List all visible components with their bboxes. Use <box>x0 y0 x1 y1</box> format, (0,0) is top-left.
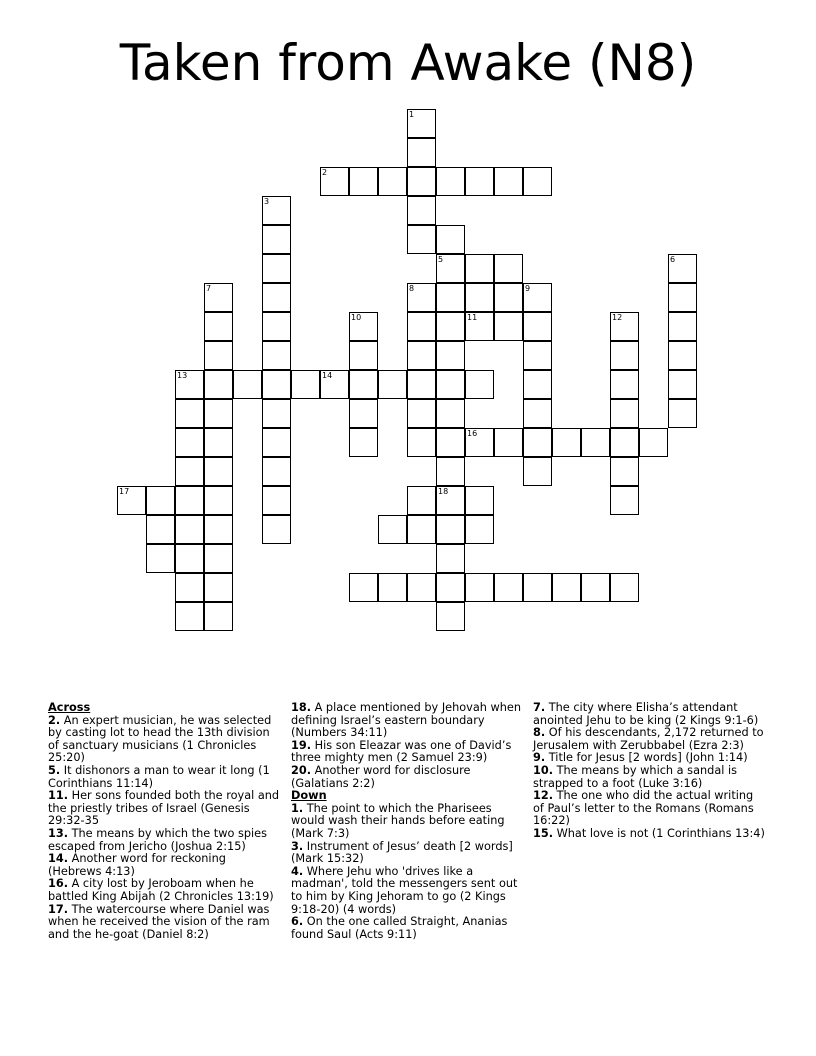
grid-cell[interactable] <box>349 370 378 399</box>
clue-text: On the one called Straight, Ananias found Saul (Acts 9:11) <box>291 915 508 941</box>
grid-cell[interactable] <box>610 486 639 515</box>
grid-cell[interactable] <box>610 399 639 428</box>
grid-cell[interactable] <box>175 602 204 631</box>
grid-cell[interactable] <box>407 225 436 254</box>
grid-cell[interactable] <box>436 283 465 312</box>
clue-text: Another word for reckoning (Hebrews 4:13) <box>48 852 226 878</box>
grid-cell[interactable] <box>581 573 610 602</box>
grid-cell[interactable] <box>523 573 552 602</box>
grid-cell[interactable] <box>349 428 378 457</box>
grid-cell[interactable] <box>581 428 610 457</box>
grid-cell[interactable] <box>204 573 233 602</box>
clue-number-label: 8 <box>409 284 415 293</box>
grid-cell[interactable] <box>436 602 465 631</box>
grid-cell[interactable] <box>523 341 552 370</box>
grid-cell[interactable] <box>436 167 465 196</box>
grid-cell[interactable] <box>436 515 465 544</box>
clue-number: 12. <box>533 789 554 803</box>
grid-cell[interactable] <box>494 428 523 457</box>
across-clue <box>291 702 523 740</box>
clue-text: Instrument of Jesus’ death [2 words] (Mark 15:32) <box>291 839 513 866</box>
grid-cell[interactable] <box>494 312 523 341</box>
grid-cell[interactable] <box>378 167 407 196</box>
clue-number-label: 17 <box>119 487 130 496</box>
grid-cell[interactable] <box>175 486 204 515</box>
clue-number-label: 9 <box>525 284 531 293</box>
grid-cell[interactable] <box>407 167 436 196</box>
grid-cell[interactable] <box>436 225 465 254</box>
down-clue <box>533 828 765 841</box>
grid-cell[interactable] <box>175 515 204 544</box>
clue-text: His son Eleazar was one of David’s three mighty men (2 Samuel 23:9) <box>291 738 512 765</box>
clue-text: A place mentioned by Jehovah when defining Israel’s eastern boundary (Numbers 34:11) <box>291 701 522 740</box>
clue-number: 16. <box>48 877 69 891</box>
grid-cell[interactable] <box>407 370 436 399</box>
page-title: Taken from Awake (N8) <box>119 34 697 92</box>
clue-text: The watercourse where Daniel was when he received the vision of the ram and the he-goat (Daniel 8:2) <box>48 902 270 941</box>
grid-cell[interactable] <box>291 370 320 399</box>
grid-cell[interactable] <box>465 370 494 399</box>
grid-cell[interactable] <box>465 573 494 602</box>
clue-text: The one who did the actual writing of Paul’s letter to the Romans (Romans 16:22) <box>533 789 754 828</box>
grid-cell[interactable] <box>494 573 523 602</box>
grid-cell[interactable] <box>407 399 436 428</box>
grid-cell[interactable] <box>436 312 465 341</box>
grid-cell[interactable] <box>610 341 639 370</box>
clue-number: 8. <box>533 726 546 740</box>
grid-cell[interactable] <box>523 370 552 399</box>
across-clue <box>291 765 523 790</box>
clue-number-label: 7 <box>206 284 212 293</box>
across-clue <box>48 765 280 790</box>
clue-number-label: 3 <box>264 197 270 206</box>
grid-cell[interactable] <box>262 283 291 312</box>
grid-cell[interactable] <box>523 428 552 457</box>
grid-cell[interactable] <box>175 457 204 486</box>
grid-cell[interactable] <box>523 399 552 428</box>
down-clue <box>533 727 765 752</box>
grid-cell[interactable] <box>349 167 378 196</box>
across-clue <box>48 790 280 828</box>
across-clue <box>48 828 280 853</box>
grid-cell[interactable] <box>407 138 436 167</box>
clue-text: What love is not (1 Corinthians 13:4) <box>553 826 765 840</box>
clue-number: 13. <box>48 826 69 840</box>
grid-cell[interactable] <box>668 399 697 428</box>
clue-number-label: 12 <box>612 313 623 322</box>
grid-cell[interactable] <box>494 167 523 196</box>
grid-cell[interactable] <box>262 254 291 283</box>
grid-cell[interactable] <box>407 428 436 457</box>
grid-cell[interactable] <box>262 486 291 515</box>
grid-cell[interactable] <box>494 283 523 312</box>
clue-number: 9. <box>533 751 546 765</box>
clue-column-2 <box>291 702 523 941</box>
grid-cell[interactable] <box>349 341 378 370</box>
grid-cell[interactable] <box>436 544 465 573</box>
grid-cell[interactable] <box>262 341 291 370</box>
grid-cell[interactable] <box>436 457 465 486</box>
clue-number: 1. <box>291 801 304 815</box>
across-clue <box>291 740 523 765</box>
down-clue <box>533 702 765 727</box>
down-clue <box>291 866 523 916</box>
grid-cell[interactable] <box>262 399 291 428</box>
grid-cell[interactable] <box>320 167 349 196</box>
grid-cell[interactable] <box>262 428 291 457</box>
clue-column-3 <box>533 702 765 841</box>
grid-cell[interactable] <box>146 544 175 573</box>
grid-cell[interactable] <box>262 515 291 544</box>
clue-number: 10. <box>533 763 554 777</box>
grid-cell[interactable] <box>610 312 639 341</box>
grid-cell[interactable] <box>610 457 639 486</box>
grid-cell[interactable] <box>262 370 291 399</box>
clue-text: Of his descendants, 2,172 returned to Jerusalem with Zerubbabel (Ezra 2:3) <box>533 726 764 752</box>
clue-number: 7. <box>533 701 546 714</box>
grid-cell[interactable] <box>668 283 697 312</box>
grid-cell[interactable] <box>262 196 291 225</box>
clue-text: Title for Jesus [2 words] (John 1:14) <box>545 751 748 765</box>
grid-cell[interactable] <box>407 515 436 544</box>
clue-text: The city where Elisha’s attendant anointed Jehu to be king (2 Kings 9:1-6) <box>533 701 759 727</box>
grid-cell[interactable] <box>639 428 668 457</box>
clue-text: It dishonors a man to wear it long (1 Corinthians 11:14) <box>48 763 270 790</box>
grid-cell[interactable] <box>175 399 204 428</box>
grid-cell[interactable] <box>552 428 581 457</box>
grid-cell[interactable] <box>407 312 436 341</box>
clue-number: 17. <box>48 902 69 916</box>
grid-cell[interactable] <box>552 573 581 602</box>
down-clue <box>533 765 765 790</box>
down-clue <box>291 841 523 866</box>
grid-cell[interactable] <box>610 573 639 602</box>
clue-text: The means by which the two spies escaped from Jericho (Joshua 2:15) <box>48 826 268 853</box>
across-clue <box>48 715 280 765</box>
grid-cell[interactable] <box>204 486 233 515</box>
grid-cell[interactable] <box>407 283 436 312</box>
grid-cell[interactable] <box>494 254 523 283</box>
clue-number-label: 13 <box>177 371 188 380</box>
across-heading: Across <box>48 701 91 714</box>
grid-cell[interactable] <box>117 486 146 515</box>
grid-cell[interactable] <box>204 283 233 312</box>
grid-cell[interactable] <box>349 399 378 428</box>
clue-text: Her sons founded both the royal and the priestly tribes of Israel (Genesis 29:32-35 <box>48 789 280 828</box>
clue-number-label: 18 <box>438 487 449 496</box>
grid-cell[interactable] <box>407 486 436 515</box>
clue-number-label: 16 <box>467 429 478 438</box>
grid-cell[interactable] <box>175 544 204 573</box>
grid-cell[interactable] <box>436 370 465 399</box>
grid-cell[interactable] <box>262 457 291 486</box>
clue-column-1 <box>48 702 280 941</box>
grid-cell[interactable] <box>204 341 233 370</box>
grid-cell[interactable] <box>175 428 204 457</box>
clue-text: Where Jehu who 'drives like a madman', told the messengers sent out to him by King Jehoram to go (2 Kings 9:18-20) (4 words) <box>291 864 518 916</box>
clue-number-label: 1 <box>409 110 415 119</box>
grid-cell[interactable] <box>320 370 349 399</box>
grid-cell[interactable] <box>146 515 175 544</box>
grid-cell[interactable] <box>465 312 494 341</box>
grid-cell[interactable] <box>436 254 465 283</box>
grid-cell[interactable] <box>146 486 175 515</box>
grid-cell[interactable] <box>407 573 436 602</box>
grid-cell[interactable] <box>204 312 233 341</box>
clue-text: A city lost by Jeroboam when he battled King Abijah (2 Chronicles 13:19) <box>48 877 274 903</box>
grid-cell[interactable] <box>668 254 697 283</box>
clue-number-label: 5 <box>438 255 444 264</box>
clue-number: 20. <box>291 763 312 777</box>
grid-cell[interactable] <box>668 370 697 399</box>
clue-number: 14. <box>48 852 69 866</box>
clue-number-label: 2 <box>322 168 328 177</box>
grid-cell[interactable] <box>465 486 494 515</box>
grid-cell[interactable] <box>175 370 204 399</box>
grid-cell[interactable] <box>204 544 233 573</box>
clue-text: Another word for disclosure (Galatians 2:2) <box>291 763 471 790</box>
clue-number: 11. <box>48 789 69 803</box>
grid-cell[interactable] <box>465 515 494 544</box>
grid-cell[interactable] <box>378 515 407 544</box>
grid-cell[interactable] <box>465 254 494 283</box>
grid-cell[interactable] <box>436 428 465 457</box>
grid-cell[interactable] <box>436 486 465 515</box>
grid-cell[interactable] <box>436 573 465 602</box>
grid-cell[interactable] <box>465 428 494 457</box>
grid-cell[interactable] <box>204 457 233 486</box>
grid-cell[interactable] <box>204 602 233 631</box>
grid-cell[interactable] <box>175 573 204 602</box>
grid-cell[interactable] <box>668 312 697 341</box>
clue-text: The means by which a sandal is strapped to a foot (Luke 3:16) <box>533 763 737 790</box>
down-clue <box>533 790 765 828</box>
clue-number: 4. <box>291 864 304 878</box>
grid-cell[interactable] <box>523 167 552 196</box>
across-clue <box>48 878 280 903</box>
grid-cell[interactable] <box>407 109 436 138</box>
grid-cell[interactable] <box>349 312 378 341</box>
grid-cell[interactable] <box>610 370 639 399</box>
down-clue <box>291 916 523 941</box>
clue-number-label: 6 <box>670 255 676 264</box>
across-clue <box>48 904 280 942</box>
clue-text: The point to which the Pharisees would wash their hands before eating (Mark 7:3) <box>291 801 505 840</box>
grid-cell[interactable] <box>523 283 552 312</box>
grid-cell[interactable] <box>407 341 436 370</box>
grid-cell[interactable] <box>204 428 233 457</box>
grid-cell[interactable] <box>378 370 407 399</box>
grid-cell[interactable] <box>523 457 552 486</box>
down-heading: Down <box>291 789 327 803</box>
grid-cell[interactable] <box>204 515 233 544</box>
grid-cell[interactable] <box>610 428 639 457</box>
grid-cell[interactable] <box>204 399 233 428</box>
grid-cell[interactable] <box>407 196 436 225</box>
grid-cell[interactable] <box>523 312 552 341</box>
clue-number: 2. <box>48 713 61 727</box>
grid-cell[interactable] <box>465 167 494 196</box>
clue-text: An expert musician, he was selected by casting lot to head the 13th division of sanctuary musicians (1 Chronicles 25:20) <box>48 713 272 765</box>
grid-cell[interactable] <box>378 573 407 602</box>
grid-cell[interactable] <box>204 370 233 399</box>
clue-number: 19. <box>291 738 312 752</box>
clue-number: 15. <box>533 826 554 840</box>
grid-cell[interactable] <box>262 312 291 341</box>
clue-number: 6. <box>291 915 304 929</box>
grid-cell[interactable] <box>262 225 291 254</box>
grid-cell[interactable] <box>436 399 465 428</box>
across-clue <box>48 853 280 878</box>
clue-number-label: 10 <box>351 313 362 322</box>
grid-cell[interactable] <box>465 283 494 312</box>
grid-cell[interactable] <box>233 370 262 399</box>
grid-cell[interactable] <box>668 341 697 370</box>
clue-number: 5. <box>48 763 61 777</box>
grid-cell[interactable] <box>436 341 465 370</box>
grid-cell[interactable] <box>349 573 378 602</box>
clue-number-label: 14 <box>322 371 333 380</box>
clue-number: 18. <box>291 701 312 714</box>
down-clue <box>291 803 523 841</box>
clue-number: 3. <box>291 839 304 853</box>
clue-number-label: 11 <box>467 313 478 322</box>
